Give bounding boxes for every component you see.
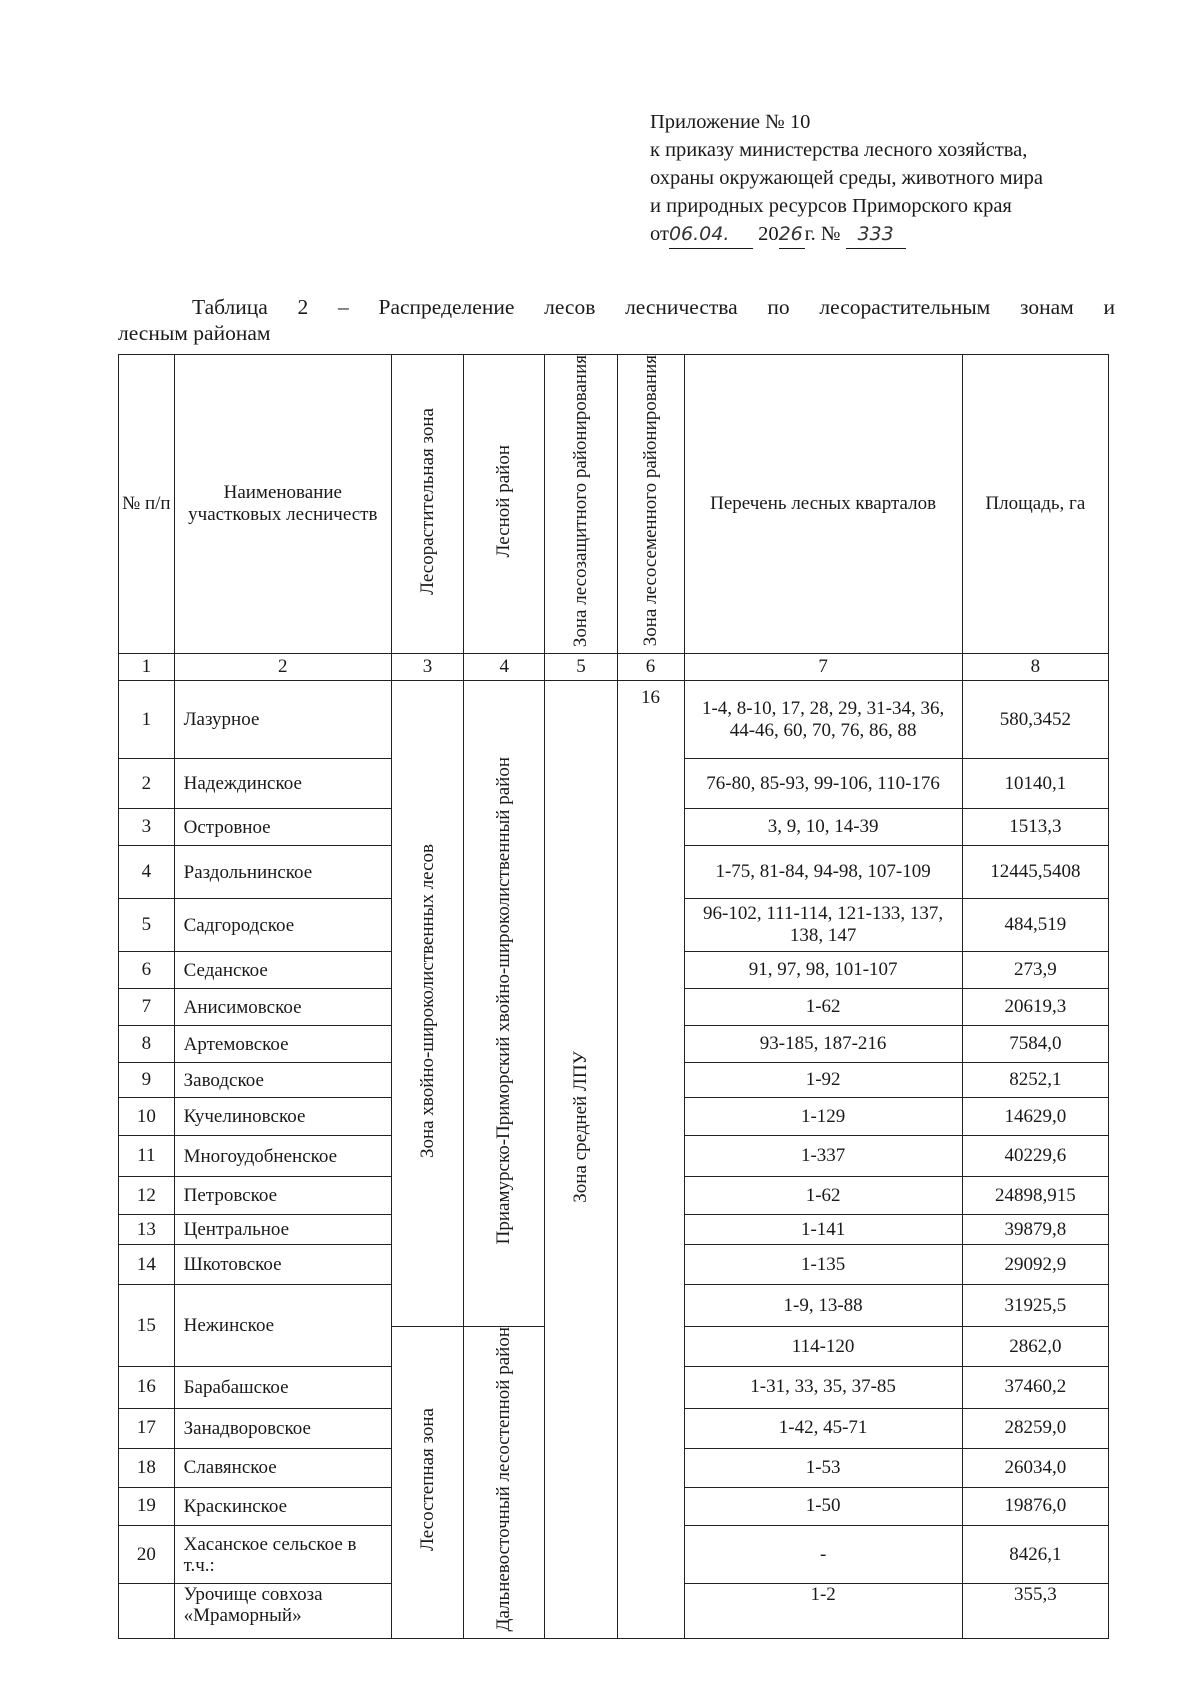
area-value: 8426,1: [962, 1526, 1108, 1584]
quarters-list: 76-80, 85-93, 99-106, 110-176: [684, 759, 962, 809]
row-number: 18: [119, 1448, 175, 1487]
zone-a-cell: Зона хвойно-широколиственных лесов: [391, 681, 463, 1327]
area-value: 10140,1: [962, 759, 1108, 809]
area-value: 28259,0: [962, 1408, 1108, 1448]
forestry-name: Кучелиновское: [174, 1098, 391, 1136]
row-number: [119, 1584, 175, 1639]
column-number: 5: [545, 654, 617, 681]
quarters-list: 1-31, 33, 35, 37-85: [684, 1366, 962, 1408]
row-number: 20: [119, 1526, 175, 1584]
region-a-cell: Приамурско-Приморский хвойно-широколиственный район: [464, 681, 545, 1327]
row-number: 8: [119, 1026, 175, 1063]
area-value: 37460,2: [962, 1366, 1108, 1408]
quarters-list: 1-2: [684, 1584, 962, 1639]
column-number: 8: [962, 654, 1108, 681]
area-value: 355,3: [962, 1584, 1108, 1639]
area-value: 39879,8: [962, 1215, 1108, 1245]
area-value: 24898,915: [962, 1177, 1108, 1215]
area-value: 1513,3: [962, 809, 1108, 846]
appendix-line: охраны окружающей среды, животного мира: [650, 167, 1043, 189]
row-number: 2: [119, 759, 175, 809]
row-number: 19: [119, 1487, 175, 1526]
quarters-list: 1-129: [684, 1098, 962, 1136]
column-number: 4: [464, 654, 545, 681]
forestry-name: Барабашское: [174, 1366, 391, 1408]
area-value: 26034,0: [962, 1448, 1108, 1487]
row-number: 10: [119, 1098, 175, 1136]
row-number: 3: [119, 809, 175, 846]
area-value: 2862,0: [962, 1327, 1108, 1367]
appendix-title: Приложение № 10: [650, 111, 811, 133]
col-header-quarters: Перечень лесных кварталов: [684, 355, 962, 654]
quarters-list: 1-62: [684, 1177, 962, 1215]
area-value: 14629,0: [962, 1098, 1108, 1136]
area-value: 40229,6: [962, 1136, 1108, 1177]
handwritten-number: 333: [846, 220, 906, 249]
handwritten-year: 26: [779, 220, 805, 249]
forestry-name: Занадворовское: [174, 1408, 391, 1448]
area-value: 484,519: [962, 899, 1108, 952]
caption-line-1: Таблица 2 – Распределение лесов лесничества по лесорастительным зонам и: [192, 295, 1115, 319]
forestry-name: Шкотовское: [174, 1245, 391, 1285]
forestry-name: Хасанское сельское в т.ч.:: [174, 1526, 391, 1584]
row-number: 1: [119, 681, 175, 759]
forestry-name: Урочище совхоза «Мраморный»: [174, 1584, 391, 1639]
row-number: 11: [119, 1136, 175, 1177]
area-value: 7584,0: [962, 1026, 1108, 1063]
row-number: 9: [119, 1063, 175, 1098]
area-value: 273,9: [962, 952, 1108, 989]
column-number: 2: [174, 654, 391, 681]
forestry-name: Нежинское: [174, 1285, 391, 1367]
area-value: 8252,1: [962, 1063, 1108, 1098]
area-value: 20619,3: [962, 989, 1108, 1026]
forestry-name: Артемовское: [174, 1026, 391, 1063]
quarters-list: 1-135: [684, 1245, 962, 1285]
column-number: 3: [391, 654, 463, 681]
area-value: 580,3452: [962, 681, 1108, 759]
zone-b-cell: Лесостепная зона: [391, 1327, 463, 1639]
col-header-num: № п/п: [119, 355, 175, 654]
quarters-list: 114-120: [684, 1327, 962, 1367]
forest-distribution-table: [118, 354, 1109, 1639]
column-number: 7: [684, 654, 962, 681]
row-number: 4: [119, 846, 175, 899]
appendix-line: и природных ресурсов Приморского края: [650, 195, 1012, 217]
row-number: 14: [119, 1245, 175, 1285]
col-header-protective: Зона лесозащитного районирования: [545, 355, 617, 654]
column-number: 6: [617, 654, 684, 681]
quarters-list: 1-141: [684, 1215, 962, 1245]
area-value: 31925,5: [962, 1285, 1108, 1327]
forestry-name: Заводское: [174, 1063, 391, 1098]
forestry-name: Седанское: [174, 952, 391, 989]
col-header-seed: Зона лесосеменного районирования: [617, 355, 684, 654]
year-prefix: 20: [758, 223, 779, 245]
table-caption: [118, 294, 1115, 346]
quarters-list: 1-75, 81-84, 94-98, 107-109: [684, 846, 962, 899]
forestry-name: Садгородское: [174, 899, 391, 952]
header-row: [119, 355, 1109, 654]
number-prefix: г. №: [804, 223, 841, 245]
area-value: 29092,9: [962, 1245, 1108, 1285]
forestry-name: Краскинское: [174, 1487, 391, 1526]
forestry-name: Лазурное: [174, 681, 391, 759]
row-number: 6: [119, 952, 175, 989]
quarters-list: 96-102, 111-114, 121-133, 137, 138, 147: [684, 899, 962, 952]
date-prefix: от: [650, 223, 669, 245]
protective-zone-cell: Зона средней ЛПУ: [545, 681, 617, 1639]
forestry-name: Центральное: [174, 1215, 391, 1245]
row-number: 7: [119, 989, 175, 1026]
row-number: 17: [119, 1408, 175, 1448]
forestry-name: Надеждинское: [174, 759, 391, 809]
col-header-region: Лесной район: [464, 355, 545, 654]
area-value: 12445,5408: [962, 846, 1108, 899]
forestry-name: Петровское: [174, 1177, 391, 1215]
forestry-name: Многоудобненское: [174, 1136, 391, 1177]
quarters-list: 1-42, 45-71: [684, 1408, 962, 1448]
quarters-list: -: [684, 1526, 962, 1584]
quarters-list: 93-185, 187-216: [684, 1026, 962, 1063]
quarters-list: 91, 97, 98, 101-107: [684, 952, 962, 989]
row-number: 15: [119, 1285, 175, 1367]
forestry-name: Славянское: [174, 1448, 391, 1487]
quarters-list: 1-92: [684, 1063, 962, 1098]
appendix-line: к приказу министерства лесного хозяйства,: [650, 139, 1028, 161]
quarters-list: 1-4, 8-10, 17, 28, 29, 31-34, 36, 44-46, 60, 70, 76, 86, 88: [684, 681, 962, 759]
quarters-list: 1-50: [684, 1487, 962, 1526]
quarters-list: 3, 9, 10, 14-39: [684, 809, 962, 846]
col-header-area: Площадь, га: [962, 355, 1108, 654]
column-number: 1: [119, 654, 175, 681]
row-number: 5: [119, 899, 175, 952]
handwritten-date: 06.04.: [669, 220, 753, 249]
quarters-list: 1-62: [684, 989, 962, 1026]
col-header-name: Наименование участковых лесничеств: [174, 355, 391, 654]
appendix-date-line: [650, 220, 1043, 249]
row-number: 12: [119, 1177, 175, 1215]
quarters-list: 1-53: [684, 1448, 962, 1487]
quarters-list: 1-337: [684, 1136, 962, 1177]
row-number: 16: [119, 1366, 175, 1408]
seed-zone-cell: 16: [617, 681, 684, 1639]
forestry-name: Раздольнинское: [174, 846, 391, 899]
appendix-header: [650, 108, 1043, 249]
table-row: [119, 681, 1109, 759]
quarters-list: 1-9, 13-88: [684, 1285, 962, 1327]
region-b-cell: Дальневосточный лесостепной район: [464, 1327, 545, 1639]
column-number-row: [119, 654, 1109, 681]
area-value: 19876,0: [962, 1487, 1108, 1526]
forestry-name: Анисимовское: [174, 989, 391, 1026]
row-number: 13: [119, 1215, 175, 1245]
col-header-zone: Лесорастительная зона: [391, 355, 463, 654]
forestry-name: Островное: [174, 809, 391, 846]
caption-line-2: лесным районам: [118, 321, 271, 345]
